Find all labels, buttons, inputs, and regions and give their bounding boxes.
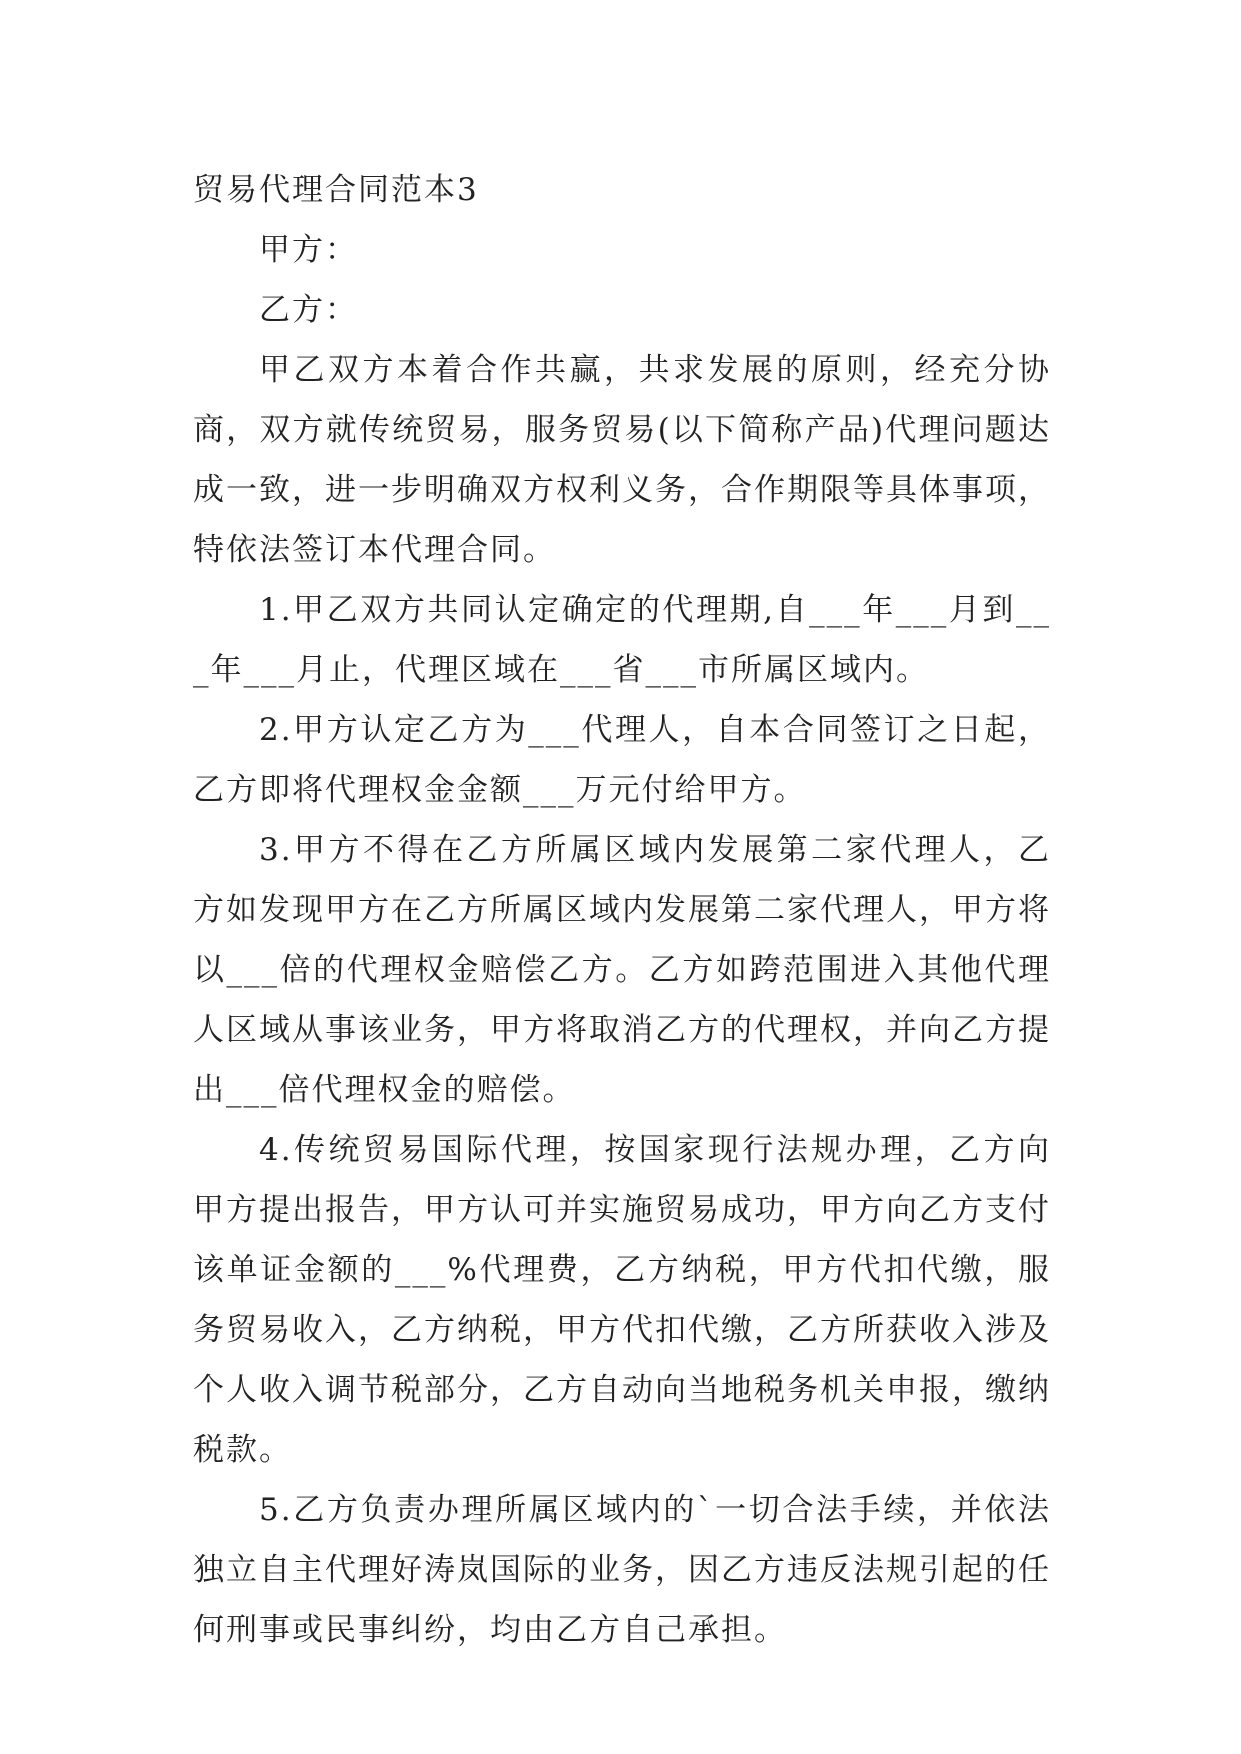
clause-5: 5.乙方负责办理所属区域内的`一切合法手续，并依法独立自主代理好涛岚国际的业务，因乙方违反法规引起的任何刑事或民事纠纷，均由乙方自己承担。: [193, 1492, 1051, 1648]
intro-paragraph: 甲乙双方本着合作共赢，共求发展的原则，经充分协商，双方就传统贸易，服务贸易(以下简称产品)代理问题达成一致，进一步明确双方权利义务，合作期限等具体事项，特依法签订本代理合同。: [193, 352, 1051, 568]
document-body: [193, 160, 1051, 1660]
clause-3: 3.甲方不得在乙方所属区域内发展第二家代理人，乙方如发现甲方在乙方所属区域内发展第二家代理人，甲方将以___倍的代理权金赔偿乙方。乙方如跨范围进入其他代理人区域从事该业务，甲方将取消乙方的代理权，并向乙方提出___倍代理权金的赔偿。: [193, 832, 1051, 1108]
clause-1: 1.甲乙双方共同认定确定的代理期,自___年___月到___年___月止，代理区域在___省___市所属区域内。: [193, 592, 1051, 688]
clause-4: 4.传统贸易国际代理，按国家现行法规办理，乙方向甲方提出报告，甲方认可并实施贸易成功，甲方向乙方支付该单证金额的___%代理费，乙方纳税，甲方代扣代缴，服务贸易收入，乙方纳税，甲方代扣代缴，乙方所获收入涉及个人收入调节税部分，乙方自动向当地税务机关申报，缴纳税款。: [193, 1132, 1051, 1468]
clause-2: 2.甲方认定乙方为___代理人，自本合同签订之日起，乙方即将代理权金金额___万元付给甲方。: [193, 712, 1051, 808]
document-title: 贸易代理合同范本3: [193, 172, 479, 208]
party-a-line: 甲方：: [259, 232, 358, 268]
party-b-line: 乙方：: [259, 292, 358, 328]
